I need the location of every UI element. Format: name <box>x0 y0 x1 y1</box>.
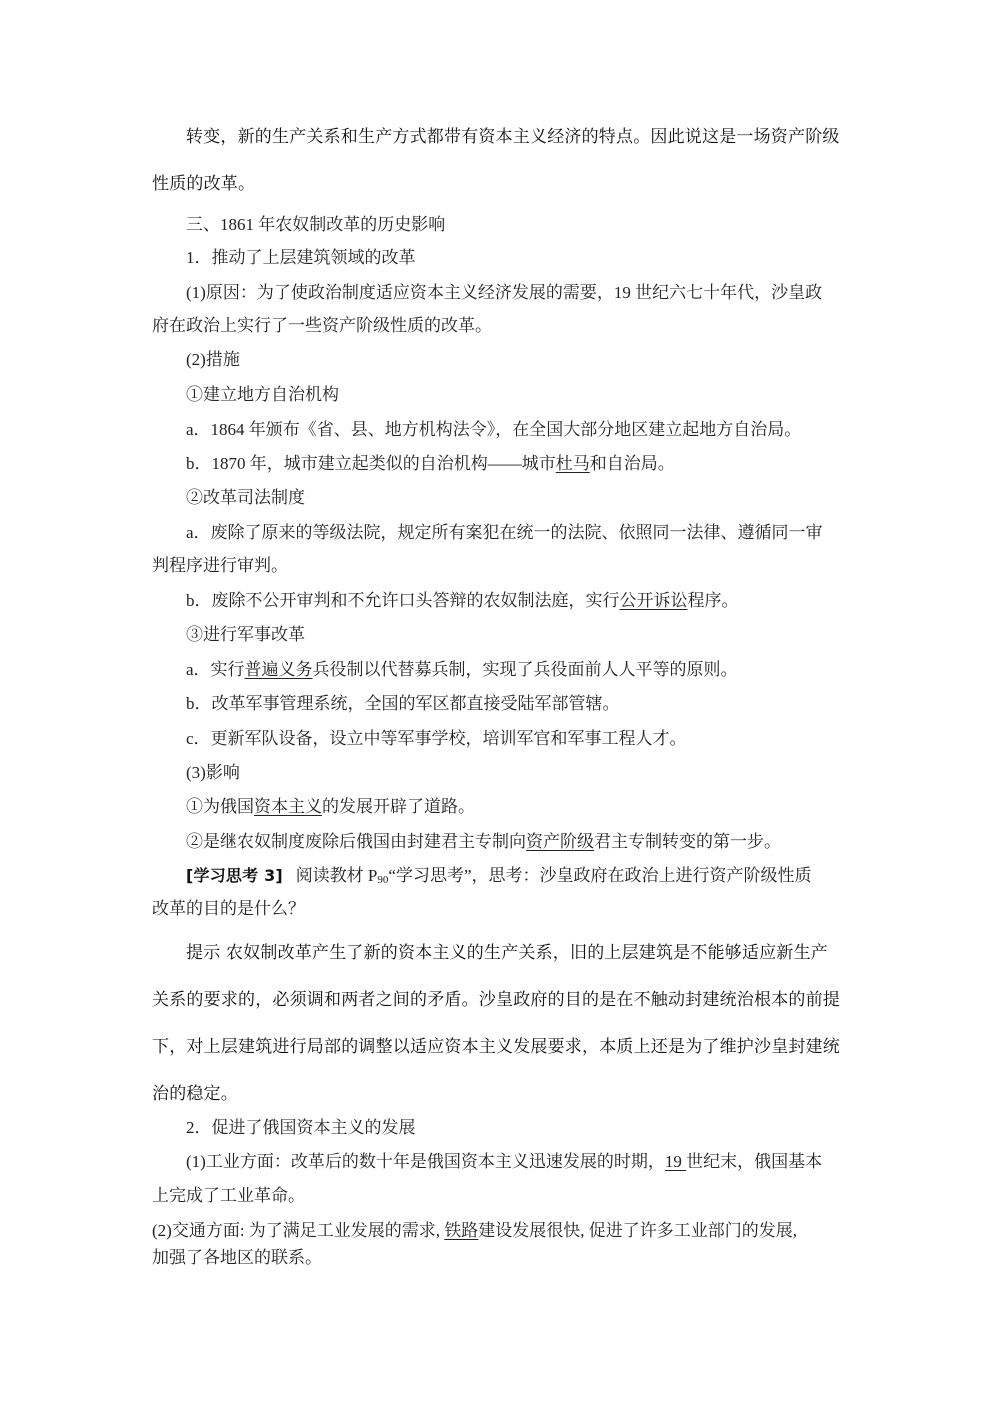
measure-2-b-text: b．废除不公开审判和不允许口头答辩的农奴制法庭，实行 <box>186 591 620 610</box>
transport-line-2: 加强了各地区的联系。 <box>152 1248 322 1267</box>
impact-1 <box>186 797 475 817</box>
transport-tail: 建设发展很快, 促进了许多工业部门的发展, <box>478 1221 798 1240</box>
keyword-19: 19 <box>664 1152 687 1171</box>
transport-line-1 <box>152 1221 797 1241</box>
measure-2-b <box>186 591 739 611</box>
section-heading: 三、1861 年农奴制改革的历史影响 <box>186 215 446 234</box>
measure-3-c: c．更新军队设备，设立中等军事学校，培训军官和军事工程人才。 <box>186 729 687 748</box>
measure-3-a-text: a．实行 <box>186 660 245 679</box>
hint-line-3: 下，对上层建筑进行局部的调整以适应资本主义发展要求，本质上还是为了维护沙皇封建统 <box>152 1037 840 1057</box>
impact-1-tail: 的发展开辟了道路。 <box>322 797 475 816</box>
think-label: [学习思考 3] <box>186 866 283 885</box>
cause-line-2: 府在政治上实行了一些资产阶级性质的改革。 <box>152 316 492 335</box>
think-question-text: 阅读教材 P <box>295 866 378 885</box>
keyword-public-litigation: 公开诉讼 <box>619 591 688 610</box>
subsection-1-heading: 1．推动了上层建筑领域的改革 <box>186 248 416 267</box>
measure-3-heading: ③进行军事改革 <box>186 625 305 644</box>
intro-line-1: 转变，新的生产关系和生产方式都带有资本主义经济的特点。因此说这是一场资产阶级 <box>186 127 840 147</box>
page-number-subscript: 90 <box>377 874 389 886</box>
impact-1-text: ①为俄国 <box>186 797 254 816</box>
keyword-bourgeoisie: 资产阶级 <box>526 832 594 851</box>
measure-3-b: b．改革军事管理系统，全国的军区都直接受陆军部管辖。 <box>186 694 620 713</box>
intro-line-2: 性质的改革。 <box>152 174 256 194</box>
measure-3-a-tail: 兵役制以代替募兵制，实现了兵役面前人人平等的原则。 <box>312 660 738 679</box>
cause-line-1: (1)原因：为了使政治制度适应资本主义经济发展的需要，19 世纪六七十年代，沙皇政 <box>186 283 823 302</box>
keyword-duma: 杜马 <box>555 454 590 473</box>
subsection-2-heading: 2．促进了俄国资本主义的发展 <box>186 1118 416 1137</box>
hint-line-2: 关系的要求的，必须调和两者之间的矛盾。沙皇政府的目的是在不触动封建统治根本的前提 <box>152 990 840 1010</box>
measures-heading: (2)措施 <box>186 350 240 369</box>
impact-heading: (3)影响 <box>186 763 240 782</box>
industry-line-1 <box>186 1152 822 1172</box>
keyword-railway: 铁路 <box>444 1221 479 1240</box>
measure-2-b-tail: 程序。 <box>687 591 739 610</box>
think-question-tail: “学习思考”，思考：沙皇政府在政治上进行资产阶级性质 <box>388 866 812 885</box>
measure-2-heading: ②改革司法制度 <box>186 488 305 507</box>
hint-line-4: 治的稳定。 <box>152 1084 238 1104</box>
hint-line-1: 提示 农奴制改革产生了新的资本主义的生产关系，旧的上层建筑是不能够适应新生产 <box>186 943 829 963</box>
think-question-line-2: 改革的目的是什么？ <box>152 899 305 918</box>
measure-2-a-line-2: 判程序进行审判。 <box>152 556 288 575</box>
measure-1-b-tail: 和自治局。 <box>589 454 675 473</box>
impact-2 <box>186 832 781 852</box>
transport-text: (2)交通方面: 为了满足工业发展的需求, <box>152 1221 445 1240</box>
impact-2-text: ②是继农奴制度废除后俄国由封建君主专制向 <box>186 832 526 851</box>
measure-1-heading: ①建立地方自治机构 <box>186 385 339 404</box>
impact-2-tail: 君主专制转变的第一步。 <box>594 832 781 851</box>
measure-1-b <box>186 454 675 474</box>
measure-2-a-line-1: a．废除了原来的等级法院，规定所有案犯在统一的法院、依照同一法律、遵循同一审 <box>186 523 823 542</box>
keyword-capitalism: 资本主义 <box>254 797 322 816</box>
industry-line-2: 上完成了工业革命。 <box>152 1186 305 1205</box>
industry-text: (1)工业方面：改革后的数十年是俄国资本主义迅速发展的时期， <box>186 1152 665 1171</box>
think-question <box>186 866 812 890</box>
measure-1-a: a．1864 年颁布《省、县、地方机构法令》，在全国大部分地区建立起地方自治局。 <box>186 420 802 439</box>
measure-3-a <box>186 660 738 680</box>
keyword-universal-conscription: 普遍义务 <box>244 660 313 679</box>
measure-1-b-text: b．1870 年，城市建立起类似的自治机构——城市 <box>186 454 556 473</box>
industry-tail: 世纪末，俄国基本 <box>686 1152 823 1171</box>
